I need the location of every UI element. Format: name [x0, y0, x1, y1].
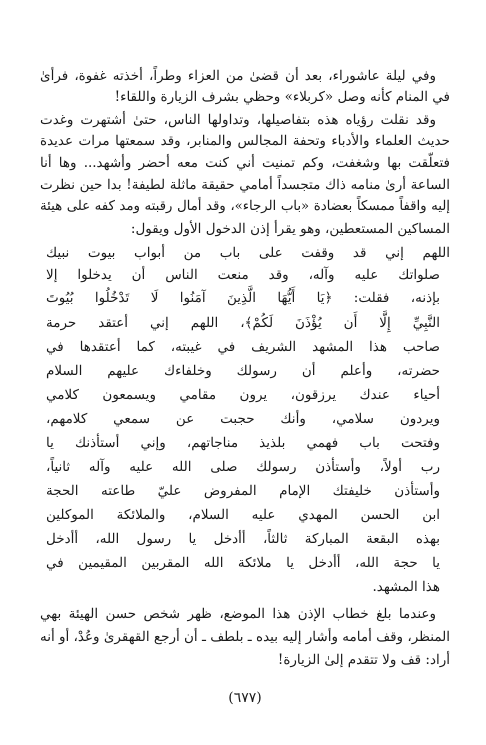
quote-line: بهذه البقعة المباركة ثالثاً، أأدخل يا رسول الله، أأدخل: [46, 531, 440, 547]
quote-line: صاحب هذا المشهد الشريف في غيبته، كما أعتقدها في: [46, 339, 440, 355]
quote-line: أحياء عندك يرزقون، يرون مقامي ويسمعون كلامي: [46, 387, 440, 403]
text-line: الساعة أرىٰ منامه ذاك متجسداً أمامي حقيقة ماثلة لطيفة! بدا حين نظرت: [40, 177, 450, 193]
quote-line: وفتحت باب فهمي بلذيذ مناجاتهم، وإني أستأذنك يا: [46, 435, 440, 451]
quote-line: ابن الحسن المهدي عليه السلام، والملائكة الموكلين: [46, 507, 440, 523]
text-line: إليه واقفاً ممسكاً بعضادة «باب الرجاء»، وقد أمال رقبته ومد كفه على هيئة: [40, 199, 450, 214]
text-line: المساكين المستعطين، وهو يقرأ إذن الدخول الأول ويقول:: [130, 221, 450, 237]
quote-line: صلواتك عليه وآله، وقد منعت الناس أن يدخلوا إلا: [46, 267, 440, 283]
text-line: وفي ليلة عاشوراء، بعد أن قضىٰ من العزاء وطراً، أخذته غفوة، فرأىٰ: [40, 68, 436, 84]
quote-line: بإذنه، فقلت: ﴿يَا أَيُّهَا الَّذِينَ آمَنُوا لَا تَدْخُلُوا بُيُوتَ: [46, 290, 440, 306]
text-line: فتعلّقت بها وشغفت، وكم تمنيت أني كنت معه أحضر وأشهد... وها أنا: [40, 155, 450, 171]
quote-line: النَّبِيِّ إِلَّا أَن يُؤْذَنَ لَكُمْ﴾، اللهم إني أعتقد حرمة: [46, 315, 440, 331]
text-line: حديث العلماء والأدباء وتحفة المجالس والمنابر، وقد سمعتها مرات عديدة: [40, 133, 450, 149]
quote-line: يا حجة الله، أأدخل يا ملائكة الله المقربين المقيمين في: [46, 555, 440, 571]
quote-line: وأستأذن خليفتك الإمام المفروض عليّ طاعته الحجة: [46, 483, 440, 499]
text-line: وقد نقلت رؤياه هذه بتفاصيلها، وتداولها الناس، حتىٰ أشتهرت وغدت: [40, 112, 436, 128]
text-line: المنظر، وقف أمامه وأشار إليه بيده ـ بلطف ـ أن أرجع القهقرىٰ وعُدْ، أو أنه: [39, 629, 450, 645]
quote-line: ويردون سلامي، وأنك حجبت عن سمعي كلامهم،: [46, 411, 440, 427]
quote-line: اللهم إني قد وقفت على باب من أبواب بيوت نبيك: [46, 245, 450, 261]
text-line: أراد: قف ولا تتقدم إلىٰ الزيارة!: [277, 652, 450, 668]
quote-line: حضرته، وأعلم أن رسولك وخلفاءك عليهم السلام: [46, 363, 440, 379]
page-number: (٦٧٧): [228, 690, 262, 706]
quote-line: هذا المشهد.: [372, 579, 440, 595]
text-line: وعندما بلغ خطاب الإذن هذا الموضع، ظهر شخص حسن الهيئة بهي: [40, 606, 436, 622]
text-line: في المنام كأنه وصل «كربلاء» وحظي بشرف الزيارة واللقاء!: [114, 89, 450, 105]
book-page: [40, 0, 450, 745]
quote-line: رب أولاً، وأستأذن رسولك صلى الله عليه وآله ثانياً،: [46, 459, 440, 475]
